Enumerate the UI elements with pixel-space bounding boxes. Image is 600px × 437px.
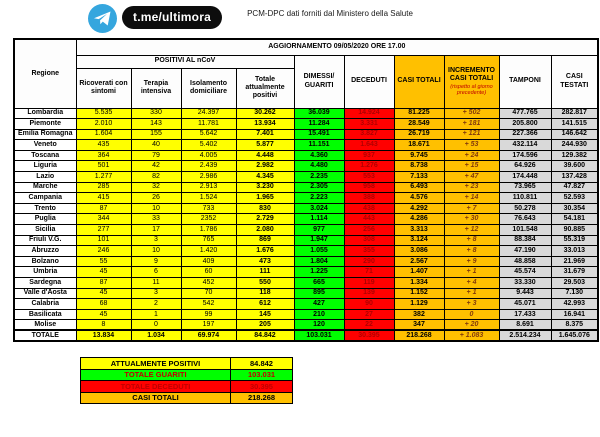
cell-dimessi-guariti: 977 [294, 225, 344, 236]
covid-data-table [13, 38, 599, 342]
table-row [14, 299, 598, 310]
cell-isolamento: 11.781 [181, 119, 236, 130]
cell-deceduti: 3.827 [344, 129, 394, 140]
cell-terapia-intensiva: 9 [131, 256, 181, 267]
cell-ricoverati: 101 [76, 235, 131, 246]
cell-dimessi-guariti: 103.031 [294, 330, 344, 341]
cell-deceduti: 30.395 [344, 330, 394, 341]
cell-deceduti: 958 [344, 182, 394, 193]
cell-tamponi: 174.448 [499, 172, 551, 183]
cell-ricoverati: 501 [76, 161, 131, 172]
cell-deceduti: 27 [344, 309, 394, 320]
cell-tamponi: 2.514.234 [499, 330, 551, 341]
cell-totale-positivi: 550 [236, 278, 294, 289]
cell-totale-positivi: 205 [236, 320, 294, 331]
cell-tamponi: 17.433 [499, 309, 551, 320]
table-row [14, 193, 598, 204]
cell-casi-testati: 52.593 [551, 193, 598, 204]
cell-tamponi: 8.691 [499, 320, 551, 331]
cell-tamponi: 477.765 [499, 108, 551, 119]
cell-deceduti: 308 [344, 235, 394, 246]
telegram-icon [88, 4, 117, 33]
cell-terapia-intensiva: 0 [131, 320, 181, 331]
col-header-incremento [444, 55, 499, 108]
summary-row [81, 381, 293, 393]
cell-casi-testati: 244.930 [551, 140, 598, 151]
cell-incremento: + 502 [444, 108, 499, 119]
col-header-casi-testati: CASI TESTATI [551, 55, 598, 108]
region-name: Molise [14, 320, 76, 331]
cell-deceduti: 553 [344, 172, 394, 183]
cell-totale-positivi: 111 [236, 267, 294, 278]
col-header-isolamento: Isolamento domiciliare [181, 68, 236, 108]
cell-incremento: + 3 [444, 299, 499, 310]
table-row [14, 172, 598, 183]
cell-incremento: + 181 [444, 119, 499, 130]
cell-casi-testati: 30.354 [551, 203, 598, 214]
cell-deceduti: 3.331 [344, 119, 394, 130]
cell-incremento: + 4 [444, 278, 499, 289]
cell-ricoverati: 13.834 [76, 330, 131, 341]
cell-tamponi: 45.574 [499, 267, 551, 278]
cell-totale-positivi: 4.345 [236, 172, 294, 183]
cell-isolamento: 452 [181, 278, 236, 289]
cell-casi-testati: 129.382 [551, 150, 598, 161]
cell-casi-totali: 4.286 [394, 214, 444, 225]
cell-casi-testati: 146.642 [551, 129, 598, 140]
cell-incremento: 0 [444, 309, 499, 320]
cell-isolamento: 409 [181, 256, 236, 267]
cell-deceduti: 438 [344, 203, 394, 214]
cell-dimessi-guariti: 11.151 [294, 140, 344, 151]
cell-tamponi: 432.114 [499, 140, 551, 151]
cell-tamponi: 45.071 [499, 299, 551, 310]
cell-dimessi-guariti: 4.360 [294, 150, 344, 161]
cell-totale-positivi: 1.676 [236, 246, 294, 257]
col-group-positivi: POSITIVI AL nCoV [76, 55, 294, 68]
cell-ricoverati: 55 [76, 256, 131, 267]
region-name: Campania [14, 193, 76, 204]
cell-deceduti: 90 [344, 299, 394, 310]
table-row [14, 267, 598, 278]
cell-isolamento: 765 [181, 235, 236, 246]
cell-casi-testati: 141.515 [551, 119, 598, 130]
col-header-ricoverati: Ricoverati con sintomi [76, 68, 131, 108]
table-row [14, 140, 598, 151]
summary-label: CASI TOTALI [81, 392, 231, 404]
cell-totale-positivi: 3.230 [236, 182, 294, 193]
cell-terapia-intensiva: 10 [131, 246, 181, 257]
region-name: Sardegna [14, 278, 76, 289]
cell-totale-positivi: 830 [236, 203, 294, 214]
cell-terapia-intensiva: 330 [131, 108, 181, 119]
summary-label: TOTALE DECEDUTI [81, 381, 231, 393]
cell-totale-positivi: 30.262 [236, 108, 294, 119]
table-row [14, 119, 598, 130]
table-row [14, 288, 598, 299]
cell-tamponi: 227.366 [499, 129, 551, 140]
table-row [14, 278, 598, 289]
cell-tamponi: 9.443 [499, 288, 551, 299]
table-row [14, 256, 598, 267]
cell-casi-totali: 1.129 [394, 299, 444, 310]
cell-terapia-intensiva: 6 [131, 267, 181, 278]
cell-ricoverati: 415 [76, 193, 131, 204]
summary-value: 30.395 [231, 381, 293, 393]
cell-tamponi: 47.190 [499, 246, 551, 257]
table-title: AGGIORNAMENTO 09/05/2020 ORE 17.00 [76, 39, 598, 55]
region-name: Puglia [14, 214, 76, 225]
cell-casi-totali: 382 [394, 309, 444, 320]
col-header-dimessi-guariti: DIMESSI/ GUARITI [294, 55, 344, 108]
cell-isolamento: 542 [181, 299, 236, 310]
col-header-regione: Regione [14, 39, 76, 108]
region-name: Sicilia [14, 225, 76, 236]
table-row [14, 246, 598, 257]
cell-ricoverati: 435 [76, 140, 131, 151]
cell-tamponi: 110.811 [499, 193, 551, 204]
cell-terapia-intensiva: 42 [131, 161, 181, 172]
cell-terapia-intensiva: 33 [131, 214, 181, 225]
summary-value: 84.842 [231, 358, 293, 370]
cell-casi-testati: 29.503 [551, 278, 598, 289]
cell-ricoverati: 246 [76, 246, 131, 257]
cell-incremento: + 8 [444, 246, 499, 257]
cell-dimessi-guariti: 210 [294, 309, 344, 320]
cell-isolamento: 2.986 [181, 172, 236, 183]
region-name: Trento [14, 203, 76, 214]
cell-terapia-intensiva: 1.034 [131, 330, 181, 341]
cell-totale-positivi: 2.982 [236, 161, 294, 172]
cell-incremento: + 7 [444, 203, 499, 214]
cell-deceduti: 22 [344, 320, 394, 331]
cell-isolamento: 1.420 [181, 246, 236, 257]
cell-casi-testati: 42.993 [551, 299, 598, 310]
table-body [14, 108, 598, 341]
cell-dimessi-guariti: 895 [294, 288, 344, 299]
cell-ricoverati: 364 [76, 150, 131, 161]
total-row [14, 330, 598, 341]
cell-tamponi: 76.643 [499, 214, 551, 225]
cell-casi-totali: 1.334 [394, 278, 444, 289]
cell-terapia-intensiva: 82 [131, 172, 181, 183]
cell-casi-totali: 3.086 [394, 246, 444, 257]
cell-isolamento: 5.402 [181, 140, 236, 151]
cell-incremento: + 15 [444, 161, 499, 172]
cell-ricoverati: 277 [76, 225, 131, 236]
cell-deceduti: 937 [344, 150, 394, 161]
channel-badge[interactable]: t.me/ultimora [122, 6, 222, 29]
cell-terapia-intensiva: 10 [131, 203, 181, 214]
cell-casi-testati: 21.969 [551, 256, 598, 267]
cell-incremento: + 8 [444, 235, 499, 246]
cell-tamponi: 101.548 [499, 225, 551, 236]
region-name: Valle d'Aosta [14, 288, 76, 299]
region-name: Emilia Romagna [14, 129, 76, 140]
summary-value: 218.268 [231, 392, 293, 404]
cell-isolamento: 2.439 [181, 161, 236, 172]
cell-dimessi-guariti: 1.225 [294, 267, 344, 278]
cell-deceduti: 256 [344, 225, 394, 236]
cell-terapia-intensiva: 11 [131, 278, 181, 289]
cell-terapia-intensiva: 155 [131, 129, 181, 140]
table-row [14, 203, 598, 214]
cell-totale-positivi: 145 [236, 309, 294, 320]
region-name: Marche [14, 182, 76, 193]
cell-casi-totali: 7.133 [394, 172, 444, 183]
summary-row [81, 358, 293, 370]
table-row [14, 225, 598, 236]
cell-casi-testati: 90.885 [551, 225, 598, 236]
cell-incremento: + 1 [444, 267, 499, 278]
cell-casi-testati: 47.827 [551, 182, 598, 193]
col-header-terapia-intensiva: Terapia intensiva [131, 68, 181, 108]
cell-terapia-intensiva: 143 [131, 119, 181, 130]
cell-ricoverati: 68 [76, 299, 131, 310]
cell-casi-testati: 1.645.076 [551, 330, 598, 341]
summary-label: TOTALE GUARITI [81, 369, 231, 381]
table-row [14, 320, 598, 331]
cell-ricoverati: 5.535 [76, 108, 131, 119]
cell-casi-totali: 4.292 [394, 203, 444, 214]
cell-isolamento: 99 [181, 309, 236, 320]
cell-terapia-intensiva: 26 [131, 193, 181, 204]
cell-ricoverati: 1.604 [76, 129, 131, 140]
cell-dimessi-guariti: 3.024 [294, 203, 344, 214]
cell-incremento: + 121 [444, 129, 499, 140]
cell-totale-positivi: 13.934 [236, 119, 294, 130]
region-name: Abruzzo [14, 246, 76, 257]
cell-isolamento: 70 [181, 288, 236, 299]
region-name: Liguria [14, 161, 76, 172]
cell-totale-positivi: 612 [236, 299, 294, 310]
cell-terapia-intensiva: 2 [131, 299, 181, 310]
cell-tamponi: 33.330 [499, 278, 551, 289]
cell-deceduti: 443 [344, 214, 394, 225]
cell-totale-positivi: 869 [236, 235, 294, 246]
cell-terapia-intensiva: 3 [131, 288, 181, 299]
table-row [14, 129, 598, 140]
cell-casi-testati: 33.013 [551, 246, 598, 257]
cell-incremento: + 9 [444, 256, 499, 267]
region-name: Umbria [14, 267, 76, 278]
cell-tamponi: 174.596 [499, 150, 551, 161]
cell-casi-testati: 31.679 [551, 267, 598, 278]
cell-dimessi-guariti: 427 [294, 299, 344, 310]
cell-deceduti: 119 [344, 278, 394, 289]
cell-isolamento: 5.642 [181, 129, 236, 140]
cell-dimessi-guariti: 2.305 [294, 182, 344, 193]
cell-isolamento: 4.005 [181, 150, 236, 161]
table-row [14, 214, 598, 225]
table-row [14, 108, 598, 119]
cell-isolamento: 69.974 [181, 330, 236, 341]
cell-isolamento: 1.786 [181, 225, 236, 236]
cell-dimessi-guariti: 4.480 [294, 161, 344, 172]
cell-dimessi-guariti: 11.284 [294, 119, 344, 130]
cell-dimessi-guariti: 2.235 [294, 172, 344, 183]
cell-isolamento: 2.913 [181, 182, 236, 193]
region-name: Lombardia [14, 108, 76, 119]
cell-ricoverati: 2.010 [76, 119, 131, 130]
cell-casi-totali: 218.268 [394, 330, 444, 341]
cell-casi-totali: 2.567 [394, 256, 444, 267]
cell-totale-positivi: 84.842 [236, 330, 294, 341]
cell-casi-testati: 282.817 [551, 108, 598, 119]
cell-ricoverati: 87 [76, 203, 131, 214]
cell-casi-totali: 6.493 [394, 182, 444, 193]
cell-casi-totali: 28.549 [394, 119, 444, 130]
cell-casi-totali: 3.313 [394, 225, 444, 236]
cell-deceduti: 1.276 [344, 161, 394, 172]
cell-totale-positivi: 5.877 [236, 140, 294, 151]
cell-casi-totali: 4.576 [394, 193, 444, 204]
summary-table [80, 357, 293, 404]
cell-totale-positivi: 2.080 [236, 225, 294, 236]
cell-deceduti: 139 [344, 288, 394, 299]
cell-dimessi-guariti: 665 [294, 278, 344, 289]
cell-casi-testati: 7.130 [551, 288, 598, 299]
topbar [0, 0, 600, 38]
cell-dimessi-guariti: 120 [294, 320, 344, 331]
cell-incremento: + 12 [444, 225, 499, 236]
cell-casi-totali: 347 [394, 320, 444, 331]
cell-ricoverati: 45 [76, 267, 131, 278]
cell-totale-positivi: 2.729 [236, 214, 294, 225]
cell-incremento: + 30 [444, 214, 499, 225]
cell-totale-positivi: 7.401 [236, 129, 294, 140]
region-name: Basilicata [14, 309, 76, 320]
cell-incremento: + 1 [444, 288, 499, 299]
cell-casi-testati: 16.941 [551, 309, 598, 320]
table-row [14, 182, 598, 193]
col-header-deceduti: DECEDUTI [344, 55, 394, 108]
cell-dimessi-guariti: 2.223 [294, 193, 344, 204]
col-header-tamponi: TAMPONI [499, 55, 551, 108]
cell-ricoverati: 8 [76, 320, 131, 331]
region-name: TOTALE [14, 330, 76, 341]
cell-terapia-intensiva: 17 [131, 225, 181, 236]
cell-deceduti: 1.643 [344, 140, 394, 151]
cell-deceduti: 14.924 [344, 108, 394, 119]
cell-deceduti: 71 [344, 267, 394, 278]
cell-totale-positivi: 473 [236, 256, 294, 267]
cell-tamponi: 64.926 [499, 161, 551, 172]
cell-tamponi: 73.965 [499, 182, 551, 193]
cell-tamponi: 50.278 [499, 203, 551, 214]
cell-incremento: + 53 [444, 140, 499, 151]
cell-totale-positivi: 4.448 [236, 150, 294, 161]
table-row [14, 235, 598, 246]
cell-terapia-intensiva: 40 [131, 140, 181, 151]
cell-casi-testati: 137.428 [551, 172, 598, 183]
cell-terapia-intensiva: 1 [131, 309, 181, 320]
region-name: Calabria [14, 299, 76, 310]
incremento-note: (rispetto al giorno precedente) [450, 83, 493, 97]
cell-tamponi: 205.800 [499, 119, 551, 130]
cell-ricoverati: 285 [76, 182, 131, 193]
cell-isolamento: 733 [181, 203, 236, 214]
cell-dimessi-guariti: 36.039 [294, 108, 344, 119]
cell-incremento: + 1.083 [444, 330, 499, 341]
cell-incremento: + 23 [444, 182, 499, 193]
col-header-totale-positivi: Totale attualmente positivi [236, 68, 294, 108]
cell-terapia-intensiva: 79 [131, 150, 181, 161]
region-name: Veneto [14, 140, 76, 151]
cell-casi-totali: 1.407 [394, 267, 444, 278]
cell-terapia-intensiva: 32 [131, 182, 181, 193]
cell-deceduti: 388 [344, 193, 394, 204]
source-caption: PCM-DPC dati forniti dal Ministero della Salute [247, 9, 413, 18]
cell-dimessi-guariti: 1.804 [294, 256, 344, 267]
cell-casi-totali: 1.152 [394, 288, 444, 299]
table-row [14, 161, 598, 172]
cell-dimessi-guariti: 15.491 [294, 129, 344, 140]
cell-dimessi-guariti: 1.114 [294, 214, 344, 225]
cell-casi-testati: 55.319 [551, 235, 598, 246]
cell-ricoverati: 45 [76, 309, 131, 320]
cell-isolamento: 2352 [181, 214, 236, 225]
col-header-casi-totali: CASI TOTALI [394, 55, 444, 108]
cell-deceduti: 290 [344, 256, 394, 267]
cell-incremento: + 47 [444, 172, 499, 183]
cell-casi-totali: 3.124 [394, 235, 444, 246]
cell-deceduti: 355 [344, 246, 394, 257]
cell-casi-totali: 18.671 [394, 140, 444, 151]
cell-casi-totali: 81.225 [394, 108, 444, 119]
cell-isolamento: 1.524 [181, 193, 236, 204]
cell-totale-positivi: 1.965 [236, 193, 294, 204]
region-name: Friuli V.G. [14, 235, 76, 246]
cell-ricoverati: 344 [76, 214, 131, 225]
table-row [14, 150, 598, 161]
summary-row [81, 369, 293, 381]
cell-incremento: + 20 [444, 320, 499, 331]
region-name: Bolzano [14, 256, 76, 267]
summary-label: ATTUALMENTE POSITIVI [81, 358, 231, 370]
cell-incremento: + 24 [444, 150, 499, 161]
cell-casi-testati: 8.375 [551, 320, 598, 331]
summary-value: 103.031 [231, 369, 293, 381]
cell-ricoverati: 87 [76, 278, 131, 289]
cell-casi-totali: 9.745 [394, 150, 444, 161]
cell-isolamento: 197 [181, 320, 236, 331]
region-name: Lazio [14, 172, 76, 183]
cell-casi-totali: 26.719 [394, 129, 444, 140]
cell-casi-testati: 39.600 [551, 161, 598, 172]
cell-ricoverati: 45 [76, 288, 131, 299]
incremento-title: INCREMENTO CASI TOTALI [448, 66, 495, 82]
cell-dimessi-guariti: 1.947 [294, 235, 344, 246]
region-name: Toscana [14, 150, 76, 161]
cell-casi-testati: 54.181 [551, 214, 598, 225]
cell-terapia-intensiva: 3 [131, 235, 181, 246]
cell-isolamento: 60 [181, 267, 236, 278]
cell-tamponi: 88.384 [499, 235, 551, 246]
cell-isolamento: 24.397 [181, 108, 236, 119]
table-row [14, 309, 598, 320]
cell-casi-totali: 8.738 [394, 161, 444, 172]
region-name: Piemonte [14, 119, 76, 130]
cell-incremento: + 14 [444, 193, 499, 204]
cell-ricoverati: 1.277 [76, 172, 131, 183]
summary-row [81, 392, 293, 404]
cell-totale-positivi: 118 [236, 288, 294, 299]
cell-tamponi: 48.858 [499, 256, 551, 267]
cell-dimessi-guariti: 1.055 [294, 246, 344, 257]
